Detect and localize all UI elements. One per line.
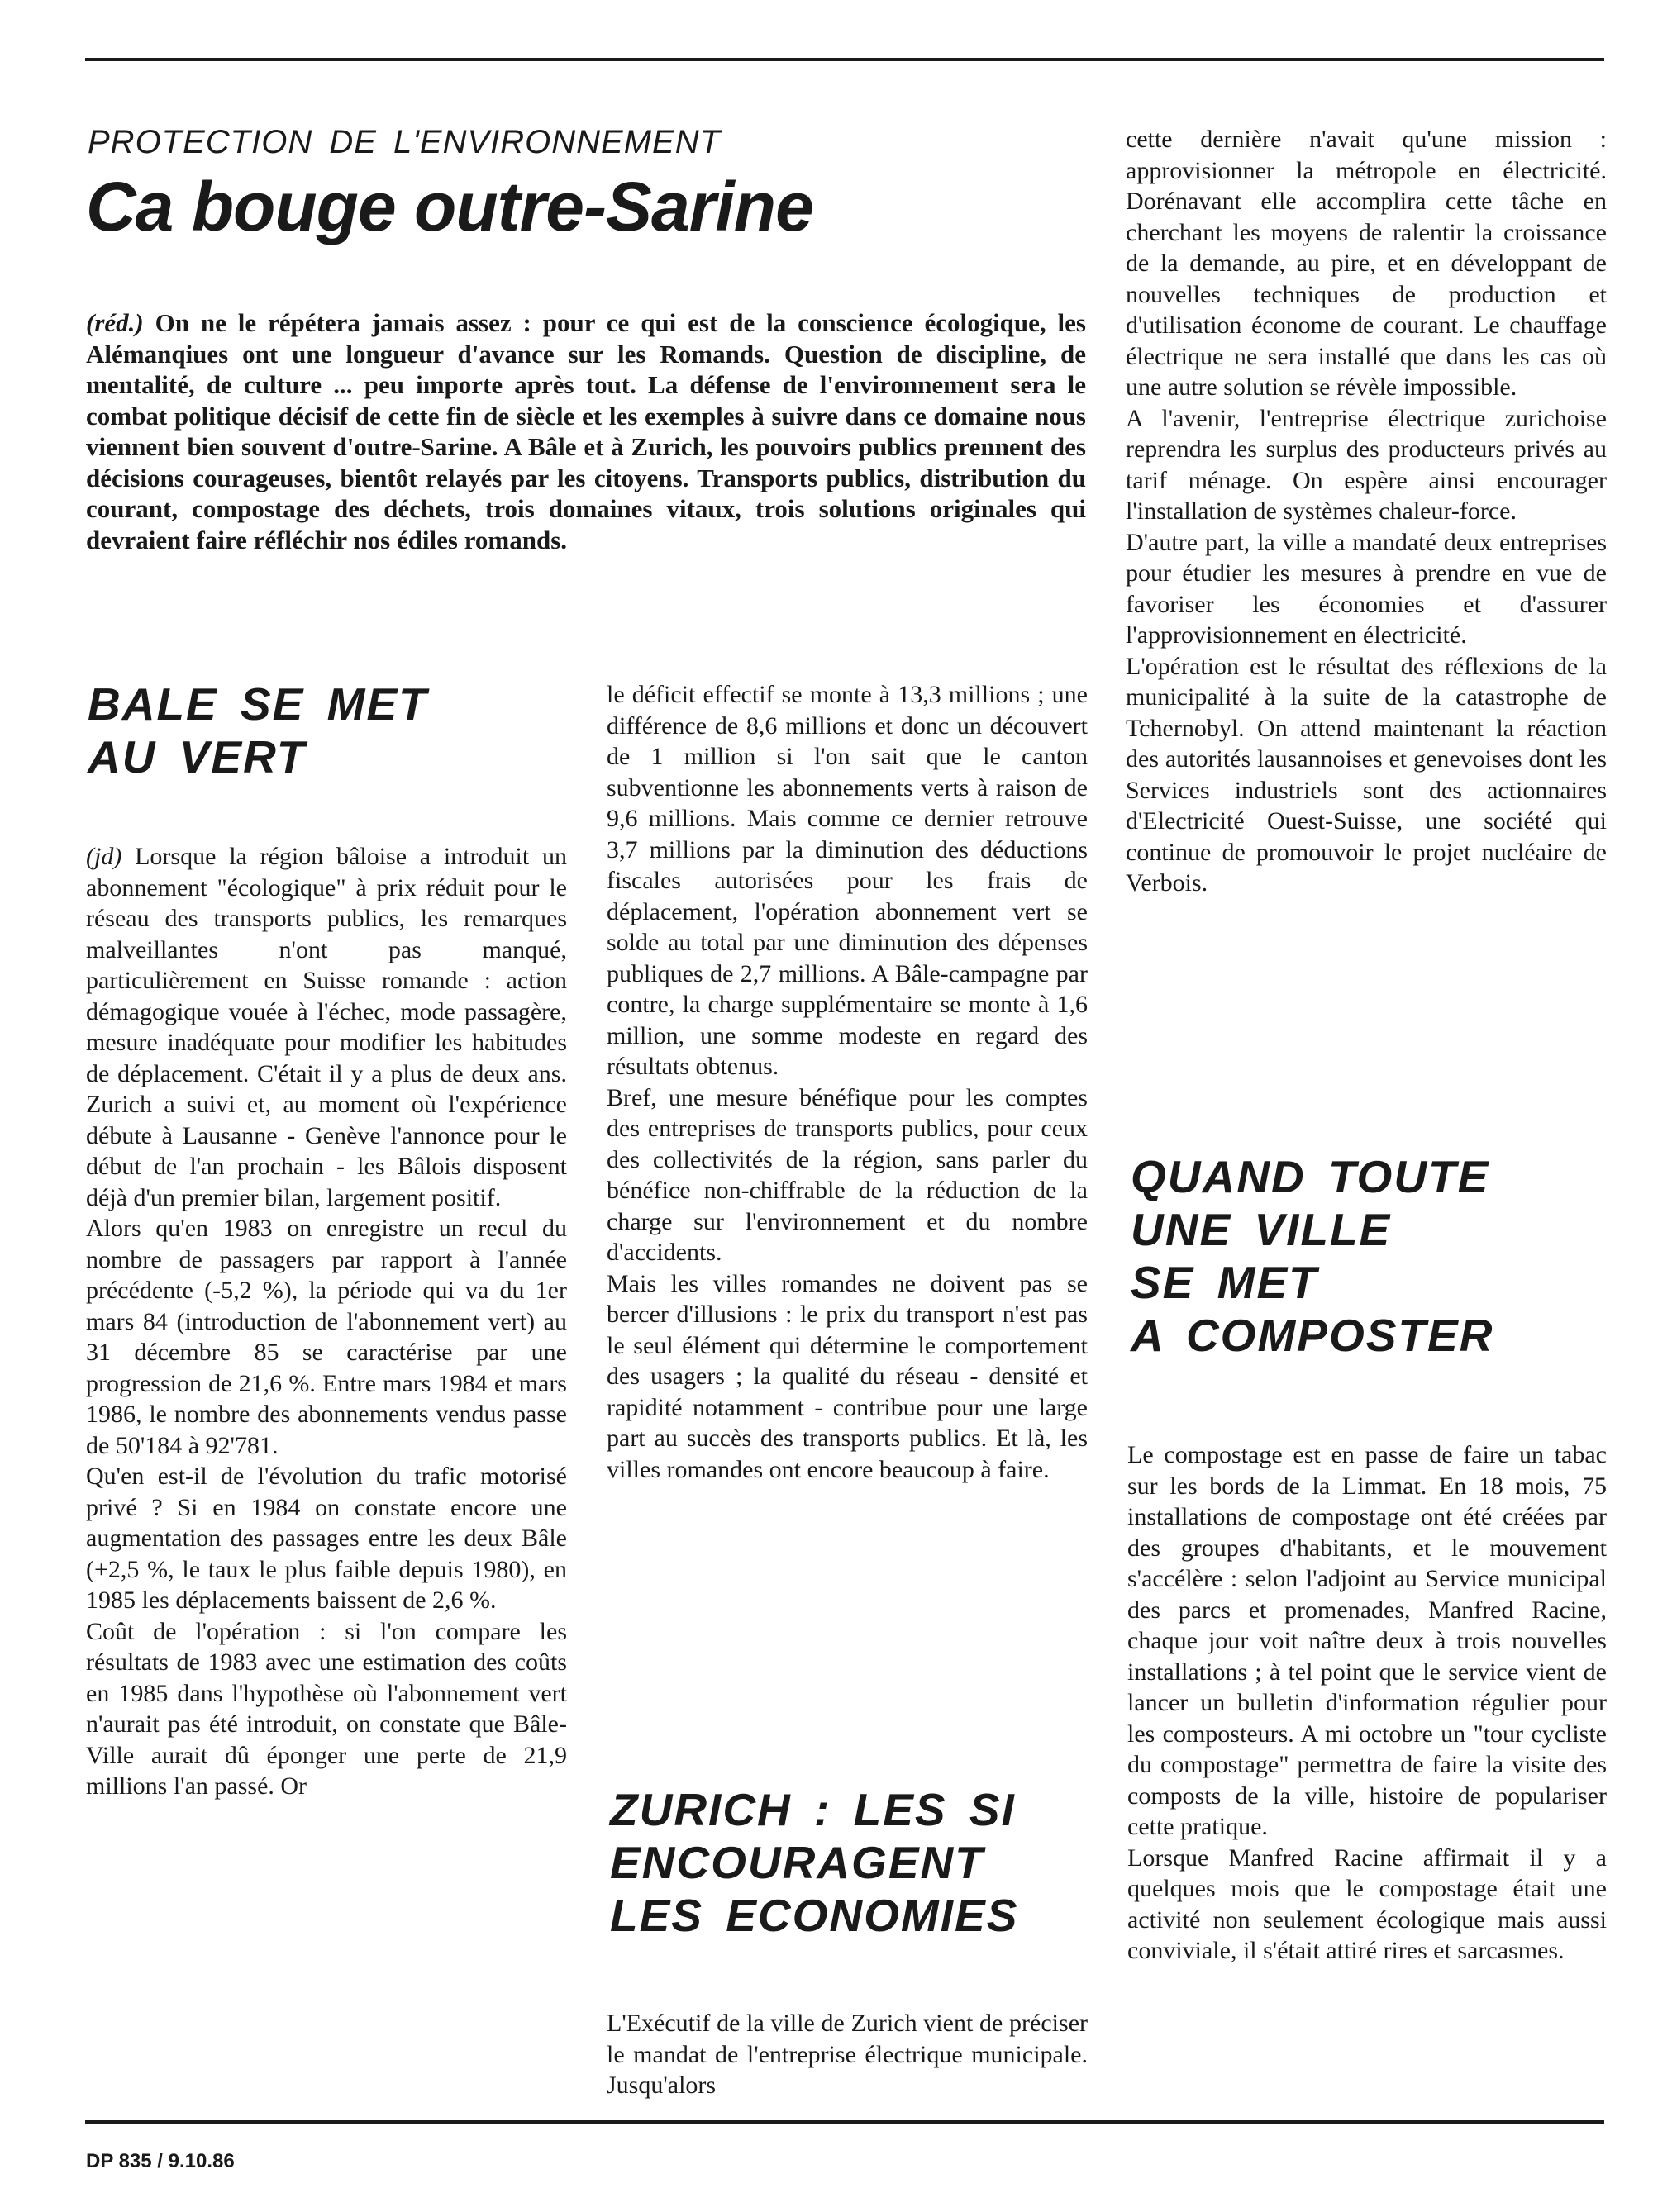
compost-heading <box>1131 1150 1493 1362</box>
bale-paragraph-text: Lorsque la région bâloise a introduit un abonnement "écologique" à prix réduit pour le réseau des transports publics, les remarques malveillantes n'ont pas manqué, particulièrement en Suisse romande : action démagogique vouée à l'échec, mode passagère, mesure inadéquate pour modifier les habitudes de déplacement. C'était il y a plus de deux ans. Zurich a suivi et, au moment où l'expérience débute à Lausanne - Genève l'annonce pour le début de l'an prochain - les Bâlois disposent déjà d'un premier bilan, largement positif. <box>86 843 568 1211</box>
intro-tag: (réd.) <box>86 308 144 337</box>
top-rule <box>85 58 1604 61</box>
zurich-heading-line: ZURICH : LES SI <box>610 1784 1016 1835</box>
page-title: Ca bouge outre-Sarine <box>86 168 813 245</box>
issue-footer: DP 835 / 9.10.86 <box>86 2150 235 2172</box>
column-1 <box>86 841 567 1802</box>
bale-paragraph: Mais les villes romandes ne doivent pas se bercer d'illusions : le prix du transport n'est pas le seul élément qui détermine le comportement des usagers ; la qualité du réseau - densité et rapidité notamment - contribue pour une large part au succès des transports publics. Et là, les villes romandes ont encore beaucoup à faire. <box>607 1269 1088 1483</box>
bale-paragraph: Coût de l'opération : si l'on compare les résultats de 1983 avec une estimation des coûts en 1985 dans l'hypothèse où l'abonnement vert n'aurait pas été introduit, on constate que Bâle-Ville aurait dû éponger une perte de 21,9 millions l'an passé. Or <box>86 1617 567 1800</box>
column-3 <box>1126 124 1607 899</box>
column-3-compost <box>1127 1439 1607 1967</box>
zurich-paragraph: L'opération est le résultat des réflexions de la municipalité à la suite de la catastrophe de Tchernobyl. On attend maintenant la réaction des autorités lausannoises et genevoises dont les Services industriels sont des actionnaires d'Electricité Ouest-Suisse, une société qui continue de promouvoir le projet nucléaire de Verbois. <box>1126 652 1607 897</box>
column-2-zurich <box>607 2008 1088 2101</box>
compost-heading-line: QUAND TOUTE <box>1131 1151 1490 1202</box>
zurich-paragraph: cette dernière n'avait qu'une mission : approvisionner la métropole en électricité. Dorénavant elle accomplira cette tâche en cherchant les moyens de ralentir la croissance de la demande, au pire, et en développant de nouvelles techniques de production et d'utilisation économe de courant. Le chauffage électrique ne sera installé que dans les cas où une autre solution se révèle impossible. <box>1126 126 1607 401</box>
zurich-paragraph: L'Exécutif de la ville de Zurich vient de préciser le mandat de l'entreprise électrique municipale. Jusqu'alors <box>607 2010 1088 2099</box>
bale-paragraph: Qu'en est-il de l'évolution du trafic motorisé privé ? Si en 1984 on constate encore une augmentation des passages entre les deux Bâle (+2,5 %, le taux le plus faible depuis 1980), en 1985 les déplacements baissent de 2,6 %. <box>86 1463 567 1614</box>
compost-heading-line: A COMPOSTER <box>1131 1310 1494 1361</box>
bale-heading-line: AU VERT <box>88 731 307 783</box>
zurich-heading-line: ENCOURAGENT <box>610 1837 984 1888</box>
bale-paragraph: le déficit effectif se monte à 13,3 millions ; une différence de 8,6 millions et donc un découvert de 1 million si l'on sait que le canton subventionne les abonnements verts à raison de 9,6 millions. Mais comme ce dernier retrouve 3,7 millions par la diminution des déductions fiscales autorisées pour les frais de déplacement, l'opération abonnement vert se solde au total par une diminution des dépenses publiques de 2,7 millions. A Bâle-campagne par contre, la charge supplémentaire se monte à 1,6 million, une somme modeste en regard des résultats obtenus. <box>607 681 1088 1080</box>
intro-paragraph <box>86 307 1086 555</box>
compost-heading-line: UNE VILLE <box>1131 1204 1392 1255</box>
zurich-heading <box>610 1783 1018 1942</box>
bale-heading <box>88 678 428 783</box>
intro-text: On ne le répétera jamais assez : pour ce qui est de la conscience écologique, les Alémanqiues ont une longueur d'avance sur les Romands. Question de discipline, de mentalité, de culture ... peu importe après tout. La défense de l'environnement sera le combat politique décisif de cette fin de siècle et les exemples à suivre dans ce domaine nous viennent bien souvent d'outre-Sarine. A Bâle et à Zurich, les pouvoirs publics prennent des décisions courageuses, bientôt relayés par les citoyens. Transports publics, distribution du courant, compostage des déchets, trois domaines vitaux, trois solutions originales qui devraient faire réfléchir nos édiles romands. <box>86 308 1086 554</box>
bottom-rule <box>85 2120 1604 2124</box>
zurich-heading-line: LES ECONOMIES <box>610 1890 1019 1941</box>
compost-heading-line: SE MET <box>1131 1257 1318 1308</box>
compost-paragraph: Lorsque Manfred Racine affirmait il y a quelques mois que le compostage était une activité non seulement écologique mais aussi conviviale, il s'était attiré rires et sarcasmes. <box>1127 1843 1607 1964</box>
zurich-paragraph: A l'avenir, l'entreprise électrique zurichoise reprendra les surplus des producteurs privés au tarif ménage. On espère ainsi encourager l'installation de systèmes chaleur-force. <box>1126 404 1607 525</box>
column-2 <box>607 679 1088 1485</box>
bale-paragraph: Bref, une mesure bénéfique pour les comptes des entreprises de transports publics, pour ceux des collectivités de la région, sans parler du bénéfice non-chiffrable de la réduction de la charge sur l'environnement et du nombre d'accidents. <box>607 1083 1088 1266</box>
section-kicker: PROTECTION DE L'ENVIRONNEMENT <box>88 124 722 160</box>
bale-heading-line: BALE SE MET <box>88 678 428 730</box>
compost-paragraph: Le compostage est en passe de faire un tabac sur les bords de la Limmat. En 18 mois, 75 installations de compostage ont été créées par des groupes d'habitants, et le mouvement s'accélère : selon l'adjoint au Service municipal des parcs et promenades, Manfred Racine, chaque jour voit naître deux à trois nouvelles installations ; à tel point que le service vient de lancer un bulletin d'information régulier pour les composteurs. A mi octobre un "tour cycliste du compostage" permettra de faire la visite des composts de la ville, histoire de populariser cette pratique. <box>1127 1441 1607 1840</box>
bale-paragraph <box>86 841 567 1213</box>
zurich-paragraph: D'autre part, la ville a mandaté deux entreprises pour étudier les mesures à prendre en vue de favoriser les économies et d'assurer l'approvisionnement en électricité. <box>1126 528 1607 649</box>
bale-tag: (jd) <box>86 843 122 870</box>
bale-paragraph: Alors qu'en 1983 on enregistre un recul du nombre de passagers par rapport à l'année précédente (-5,2 %), la période qui va du 1er mars 84 (introduction de l'abonnement vert) au 31 décembre 85 se caractérise par une progression de 21,6 %. Entre mars 1984 et mars 1986, le nombre des abonnements vendus passe de 50'184 à 92'781. <box>86 1215 567 1459</box>
